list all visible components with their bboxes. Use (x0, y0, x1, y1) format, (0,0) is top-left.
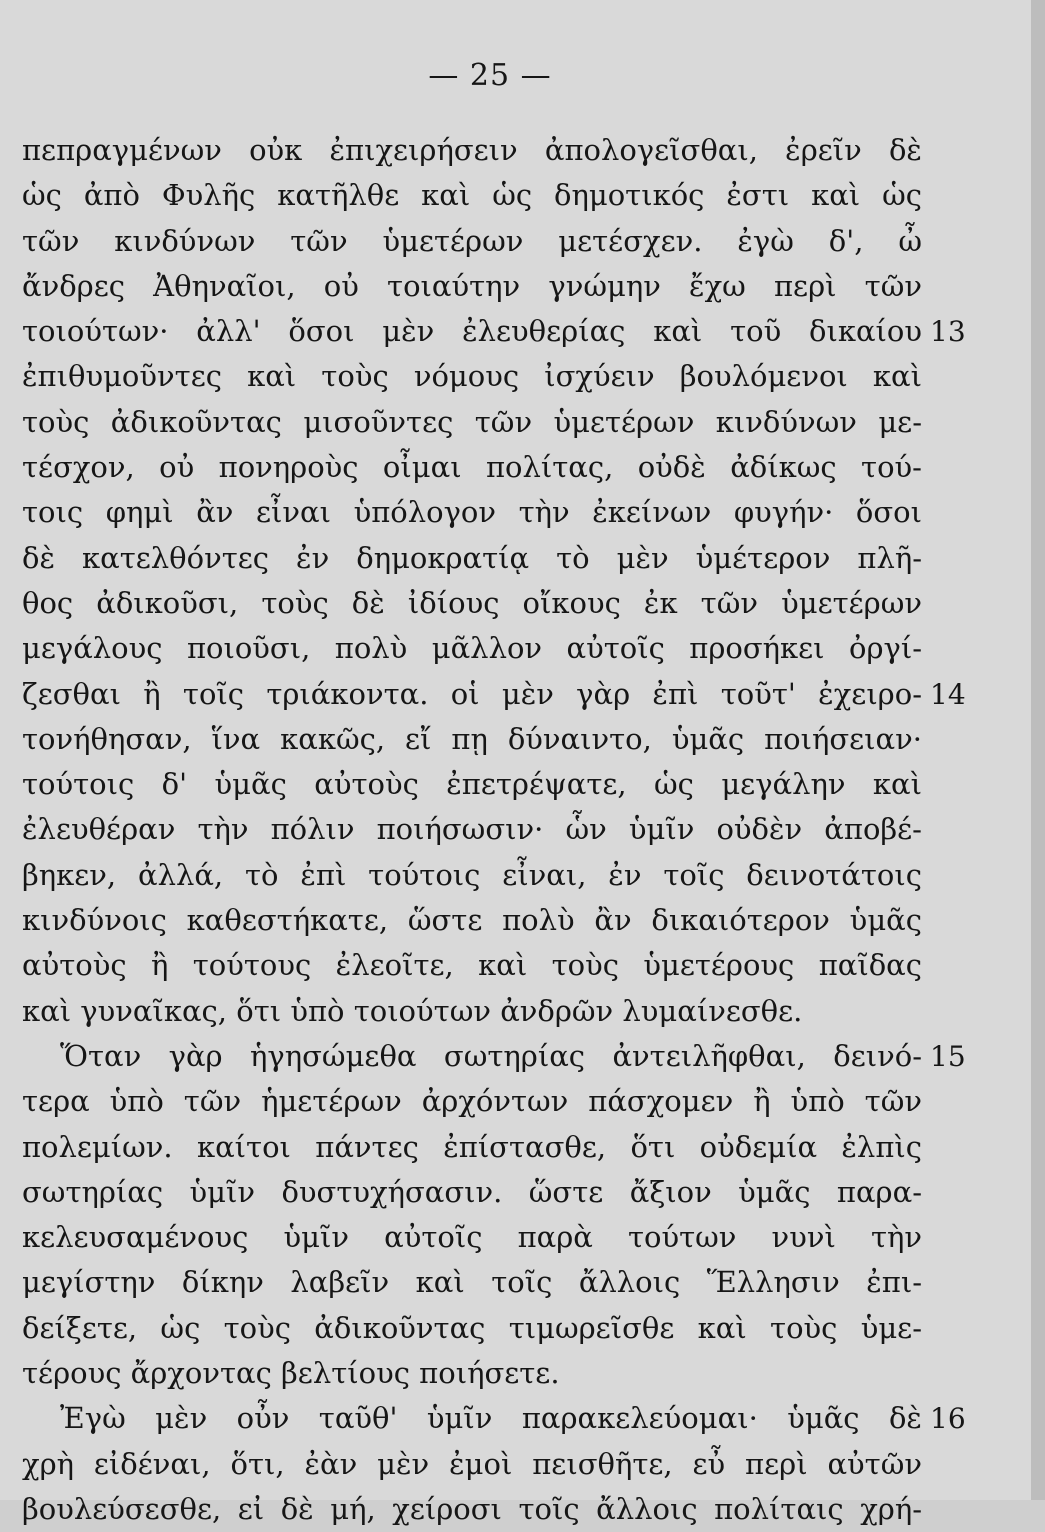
line-text: κινδύνοις καθεστήκατε, ὥστε πολὺ ἂν δικαιότερον ὑμᾶς (22, 903, 922, 938)
page-edge (1031, 0, 1045, 1500)
text-line (22, 626, 1022, 671)
text-line (22, 219, 1022, 264)
text-line (22, 354, 1022, 399)
line-text: τέρους ἄρχοντας βελτίους ποιήσετε. (22, 1356, 560, 1391)
line-text: πεπραγμένων οὐκ ἐπιχειρήσειν ἀπολογεῖσθαι, ἐρεῖν δὲ (22, 133, 922, 167)
text-line (22, 898, 1022, 943)
section-number-15: 15 (930, 1039, 966, 1073)
line-text: ζεσθαι ἢ τοῖς τριάκοντα. οἱ μὲν γὰρ ἐπὶ τοῦτ' ἐχειρο- (22, 676, 922, 711)
line-text: δείξετε, ὡς τοὺς ἀδικοῦντας τιμωρεῖσθε καὶ τοὺς ὑμε- (22, 1310, 922, 1345)
line-text: ἄνδρες Ἀθηναῖοι, οὐ τοιαύτην γνώμην ἔχω περὶ τῶν (22, 268, 922, 303)
line-text: αὐτοὺς ἢ τούτους ἐλεοῖτε, καὶ τοὺς ὑμετέρους παῖδας (22, 948, 922, 983)
text-line (22, 1351, 1022, 1396)
text-line (22, 536, 1022, 581)
line-text: βουλεύσεσθε, εἰ δὲ μή, χείροσι τοῖς ἄλλοις πολίταις χρή- (22, 1491, 922, 1526)
text-line (22, 717, 1022, 762)
line-text: ἐπιθυμοῦντες καὶ τοὺς νόμους ἰσχύειν βουλόμενοι καὶ (22, 359, 922, 394)
line-text: σωτηρίας ὑμῖν δυστυχήσασιν. ὥστε ἄξιον ὑμᾶς παρα- (22, 1174, 922, 1209)
line-text: μεγίστην δίκην λαβεῖν καὶ τοῖς ἄλλοις Ἕλλησιν ἐπι- (22, 1265, 922, 1300)
line-text: τῶν κινδύνων τῶν ὑμετέρων μετέσχεν. ἐγὼ δ', ὦ (22, 223, 922, 258)
page-number: — 25 — (428, 58, 552, 93)
line-text: καὶ γυναῖκας, ὅτι ὑπὸ τοιούτων ἀνδρῶν λυμαίνεσθε. (22, 993, 803, 1028)
text-line (22, 1442, 1022, 1487)
text-line (22, 400, 1022, 445)
text-line (22, 943, 1022, 988)
text-line (22, 1260, 1022, 1305)
text-line (22, 581, 1022, 626)
line-text: βηκεν, ἀλλά, τὸ ἐπὶ τούτοις εἶναι, ἐν τοῖς δεινοτάτοις (22, 857, 922, 892)
line-text: τερα ὑπὸ τῶν ἡμετέρων ἀρχόντων πάσχομεν ἢ ὑπὸ τῶν (22, 1084, 922, 1119)
line-text: τονήθησαν, ἵνα κακῶς, εἴ πῃ δύναιντο, ὑμᾶς ποιήσειαν· (22, 721, 922, 756)
text-line (22, 173, 1022, 218)
text-line (22, 1306, 1022, 1351)
text-line (22, 1170, 1022, 1215)
line-text: θος ἀδικοῦσι, τοὺς δὲ ἰδίους οἴκους ἐκ τῶν ὑμετέρων (22, 585, 922, 620)
text-line (22, 1487, 1022, 1532)
text-line (22, 1396, 1022, 1441)
line-text: κελευσαμένους ὑμῖν αὐτοῖς παρὰ τούτων νυνὶ τὴν (22, 1220, 922, 1255)
line-text: ὡς ἀπὸ Φυλῆς κατῆλθε καὶ ὡς δημοτικός ἐστι καὶ ὡς (22, 178, 922, 213)
line-text: τέσχον, οὐ πονηροὺς οἶμαι πολίτας, οὐδὲ ἀδίκως τού- (22, 450, 922, 485)
text-line (22, 762, 1022, 807)
line-text: Ὅταν γὰρ ἡγησώμεθα σωτηρίας ἀντειλῆφθαι, δεινό- (60, 1038, 922, 1073)
section-number-13: 13 (930, 315, 966, 349)
line-text: τούτοις δ' ὑμᾶς αὐτοὺς ἐπετρέψατε, ὡς μεγάλην καὶ (22, 767, 922, 802)
text-line (22, 807, 1022, 852)
line-text: Ἐγὼ μὲν οὖν ταῦθ' ὑμῖν παρακελεύομαι· ὑμᾶς δὲ (60, 1401, 922, 1436)
line-text: τοὺς ἀδικοῦντας μισοῦντες τῶν ὑμετέρων κινδύνων με- (22, 404, 922, 439)
section-number-14: 14 (930, 677, 966, 711)
text-line (22, 989, 1022, 1034)
text-line (22, 309, 1022, 354)
text-line (22, 128, 1022, 173)
line-text: τοιούτων· ἀλλ' ὅσοι μὲν ἐλευθερίας καὶ τοῦ δικαίου (22, 314, 922, 349)
line-text: μεγάλους ποιοῦσι, πολὺ μᾶλλον αὐτοῖς προσήκει ὀργί- (22, 631, 922, 666)
greek-text-body (22, 128, 1022, 1532)
text-line (22, 1125, 1022, 1170)
line-text: χρὴ εἰδέναι, ὅτι, ἐὰν μὲν ἐμοὶ πεισθῆτε, εὖ περὶ αὐτῶν (22, 1446, 922, 1481)
text-line (22, 490, 1022, 535)
line-text: δὲ κατελθόντες ἐν δημοκρατίᾳ τὸ μὲν ὑμέτερον πλῆ- (22, 540, 922, 575)
text-line (22, 1079, 1022, 1124)
text-line (22, 445, 1022, 490)
text-line (22, 853, 1022, 898)
text-line (22, 672, 1022, 717)
text-line (22, 264, 1022, 309)
text-line (22, 1034, 1022, 1079)
section-number-16: 16 (930, 1402, 966, 1436)
line-text: τοις φημὶ ἂν εἶναι ὑπόλογον τὴν ἐκείνων φυγήν· ὅσοι (22, 495, 922, 530)
line-text: ἐλευθέραν τὴν πόλιν ποιήσωσιν· ὧν ὑμῖν οὐδὲν ἀποβέ- (22, 812, 922, 847)
text-line (22, 1215, 1022, 1260)
line-text: πολεμίων. καίτοι πάντες ἐπίστασθε, ὅτι οὐδεμία ἐλπὶς (22, 1129, 922, 1164)
